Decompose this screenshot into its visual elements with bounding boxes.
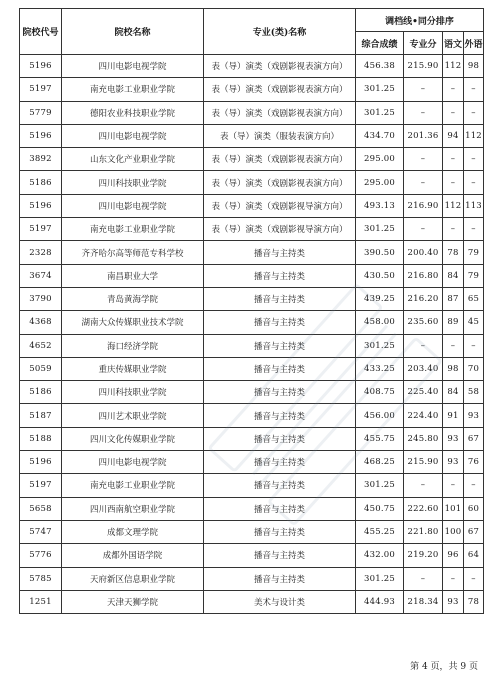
cell-chinese: 84 bbox=[443, 264, 464, 287]
cell-total: 301.25 bbox=[356, 101, 404, 124]
table-row bbox=[20, 311, 484, 334]
cell-school: 湖南大众传媒职业技术学院 bbox=[62, 311, 204, 334]
cell-school: 天府新区信息职业学院 bbox=[62, 567, 204, 590]
table-row bbox=[20, 55, 484, 78]
cell-major: 播音与主持类 bbox=[204, 544, 356, 567]
table-row bbox=[20, 171, 484, 194]
cell-school: 四川文化传媒职业学院 bbox=[62, 427, 204, 450]
cell-foreign: 67 bbox=[464, 520, 484, 543]
cell-major: 播音与主持类 bbox=[204, 311, 356, 334]
cell-school: 重庆传媒职业学院 bbox=[62, 357, 204, 380]
header-school: 院校名称 bbox=[62, 9, 204, 55]
cell-code: 2328 bbox=[20, 241, 62, 264]
cell-major: 播音与主持类 bbox=[204, 264, 356, 287]
cell-chinese: 93 bbox=[443, 427, 464, 450]
table-row bbox=[20, 357, 484, 380]
cell-total: 408.75 bbox=[356, 381, 404, 404]
header-chinese: 语文 bbox=[443, 32, 464, 55]
cell-school: 四川电影电视学院 bbox=[62, 124, 204, 147]
header-professional: 专业分 bbox=[404, 32, 443, 55]
table-row bbox=[20, 474, 484, 497]
admission-score-table bbox=[19, 8, 484, 614]
cell-major: 美术与设计类 bbox=[204, 590, 356, 613]
cell-chinese: – bbox=[443, 567, 464, 590]
table-row bbox=[20, 520, 484, 543]
cell-school: 成都文理学院 bbox=[62, 520, 204, 543]
cell-major: 播音与主持类 bbox=[204, 404, 356, 427]
cell-foreign: 65 bbox=[464, 287, 484, 310]
cell-chinese: 112 bbox=[443, 194, 464, 217]
cell-professional: 200.40 bbox=[404, 241, 443, 264]
cell-major: 播音与主持类 bbox=[204, 241, 356, 264]
cell-code: 5186 bbox=[20, 171, 62, 194]
cell-foreign: – bbox=[464, 567, 484, 590]
table-row bbox=[20, 264, 484, 287]
cell-total: 456.38 bbox=[356, 55, 404, 78]
cell-professional: 215.90 bbox=[404, 451, 443, 474]
cell-professional: – bbox=[404, 78, 443, 101]
cell-chinese: 87 bbox=[443, 287, 464, 310]
table-row bbox=[20, 194, 484, 217]
cell-code: 5196 bbox=[20, 451, 62, 474]
cell-code: 5196 bbox=[20, 55, 62, 78]
cell-school: 南昌职业大学 bbox=[62, 264, 204, 287]
cell-code: 3892 bbox=[20, 148, 62, 171]
cell-code: 5186 bbox=[20, 381, 62, 404]
table-row bbox=[20, 451, 484, 474]
cell-major: 表（导）演类（戏剧影视导演方向） bbox=[204, 194, 356, 217]
cell-code: 5776 bbox=[20, 544, 62, 567]
cell-total: 493.13 bbox=[356, 194, 404, 217]
cell-total: 458.00 bbox=[356, 311, 404, 334]
cell-chinese: 112 bbox=[443, 55, 464, 78]
table-row bbox=[20, 218, 484, 241]
table-row bbox=[20, 404, 484, 427]
cell-chinese: 98 bbox=[443, 357, 464, 380]
header-code: 院校代号 bbox=[20, 9, 62, 55]
cell-total: 295.00 bbox=[356, 171, 404, 194]
cell-total: 390.50 bbox=[356, 241, 404, 264]
cell-major: 表（导）演类（戏剧影视表演方向） bbox=[204, 171, 356, 194]
cell-major: 表（导）演类（戏剧影视导演方向） bbox=[204, 218, 356, 241]
header-major: 专业(类)名称 bbox=[204, 9, 356, 55]
cell-total: 301.25 bbox=[356, 218, 404, 241]
cell-chinese: – bbox=[443, 171, 464, 194]
cell-foreign: 98 bbox=[464, 55, 484, 78]
cell-school: 南充电影工业职业学院 bbox=[62, 218, 204, 241]
cell-chinese: – bbox=[443, 474, 464, 497]
cell-professional: 215.90 bbox=[404, 55, 443, 78]
cell-foreign: – bbox=[464, 171, 484, 194]
cell-code: 5059 bbox=[20, 357, 62, 380]
cell-chinese: 78 bbox=[443, 241, 464, 264]
cell-code: 5196 bbox=[20, 124, 62, 147]
cell-professional: 201.36 bbox=[404, 124, 443, 147]
cell-code: 5197 bbox=[20, 218, 62, 241]
table-row bbox=[20, 78, 484, 101]
cell-total: 468.25 bbox=[356, 451, 404, 474]
cell-foreign: 67 bbox=[464, 427, 484, 450]
cell-professional: 216.90 bbox=[404, 194, 443, 217]
cell-school: 四川科技职业学院 bbox=[62, 171, 204, 194]
cell-total: 430.50 bbox=[356, 264, 404, 287]
cell-code: 5197 bbox=[20, 78, 62, 101]
cell-school: 海口经济学院 bbox=[62, 334, 204, 357]
cell-total: 295.00 bbox=[356, 148, 404, 171]
cell-professional: 221.80 bbox=[404, 520, 443, 543]
cell-professional: – bbox=[404, 171, 443, 194]
cell-total: 455.25 bbox=[356, 520, 404, 543]
cell-professional: 225.40 bbox=[404, 381, 443, 404]
table-row bbox=[20, 124, 484, 147]
cell-code: 5785 bbox=[20, 567, 62, 590]
cell-foreign: – bbox=[464, 78, 484, 101]
cell-major: 播音与主持类 bbox=[204, 381, 356, 404]
cell-professional: 216.80 bbox=[404, 264, 443, 287]
cell-major: 表（导）演类（戏剧影视表演方向） bbox=[204, 78, 356, 101]
cell-chinese: 101 bbox=[443, 497, 464, 520]
cell-total: 432.00 bbox=[356, 544, 404, 567]
cell-foreign: 79 bbox=[464, 241, 484, 264]
cell-total: 439.25 bbox=[356, 287, 404, 310]
cell-foreign: – bbox=[464, 148, 484, 171]
table-row bbox=[20, 381, 484, 404]
cell-school: 南充电影工业职业学院 bbox=[62, 78, 204, 101]
cell-school: 四川电影电视学院 bbox=[62, 194, 204, 217]
table-row bbox=[20, 590, 484, 613]
cell-total: 433.25 bbox=[356, 357, 404, 380]
cell-professional: – bbox=[404, 101, 443, 124]
cell-total: 301.25 bbox=[356, 474, 404, 497]
cell-chinese: 93 bbox=[443, 590, 464, 613]
cell-major: 播音与主持类 bbox=[204, 334, 356, 357]
cell-foreign: 64 bbox=[464, 544, 484, 567]
cell-professional: 245.80 bbox=[404, 427, 443, 450]
cell-code: 5658 bbox=[20, 497, 62, 520]
cell-foreign: 70 bbox=[464, 357, 484, 380]
cell-total: 301.25 bbox=[356, 567, 404, 590]
cell-chinese: – bbox=[443, 101, 464, 124]
cell-professional: 216.20 bbox=[404, 287, 443, 310]
cell-total: 456.00 bbox=[356, 404, 404, 427]
cell-school: 四川科技职业学院 bbox=[62, 381, 204, 404]
cell-code: 5197 bbox=[20, 474, 62, 497]
cell-school: 南充电影工业职业学院 bbox=[62, 474, 204, 497]
table-row bbox=[20, 427, 484, 450]
cell-chinese: 94 bbox=[443, 124, 464, 147]
table-row bbox=[20, 544, 484, 567]
cell-professional: 235.60 bbox=[404, 311, 443, 334]
cell-chinese: 93 bbox=[443, 451, 464, 474]
cell-foreign: 76 bbox=[464, 451, 484, 474]
cell-total: 301.25 bbox=[356, 334, 404, 357]
cell-major: 播音与主持类 bbox=[204, 427, 356, 450]
cell-professional: 218.34 bbox=[404, 590, 443, 613]
cell-professional: – bbox=[404, 567, 443, 590]
table-row bbox=[20, 567, 484, 590]
cell-major: 表（导）演类（服装表演方向） bbox=[204, 124, 356, 147]
cell-school: 天津天狮学院 bbox=[62, 590, 204, 613]
cell-total: 450.75 bbox=[356, 497, 404, 520]
cell-major: 播音与主持类 bbox=[204, 287, 356, 310]
cell-code: 4652 bbox=[20, 334, 62, 357]
cell-major: 表（导）演类（戏剧影视表演方向） bbox=[204, 101, 356, 124]
cell-foreign: 60 bbox=[464, 497, 484, 520]
cell-major: 表（导）演类（戏剧影视表演方向） bbox=[204, 55, 356, 78]
cell-code: 5747 bbox=[20, 520, 62, 543]
page-number: 第 4 页，共 9 页 bbox=[410, 662, 478, 672]
cell-school: 山东文化产业职业学院 bbox=[62, 148, 204, 171]
cell-foreign: – bbox=[464, 101, 484, 124]
cell-school: 四川艺术职业学院 bbox=[62, 404, 204, 427]
cell-foreign: – bbox=[464, 218, 484, 241]
cell-school: 成都外国语学院 bbox=[62, 544, 204, 567]
cell-code: 4368 bbox=[20, 311, 62, 334]
cell-foreign: 78 bbox=[464, 590, 484, 613]
cell-major: 播音与主持类 bbox=[204, 497, 356, 520]
cell-chinese: – bbox=[443, 334, 464, 357]
cell-code: 1251 bbox=[20, 590, 62, 613]
cell-total: 434.70 bbox=[356, 124, 404, 147]
cell-chinese: 91 bbox=[443, 404, 464, 427]
cell-chinese: 84 bbox=[443, 381, 464, 404]
cell-major: 播音与主持类 bbox=[204, 451, 356, 474]
cell-professional: 219.20 bbox=[404, 544, 443, 567]
cell-foreign: 45 bbox=[464, 311, 484, 334]
cell-code: 5187 bbox=[20, 404, 62, 427]
cell-chinese: 96 bbox=[443, 544, 464, 567]
cell-total: 455.75 bbox=[356, 427, 404, 450]
cell-chinese: – bbox=[443, 148, 464, 171]
table-row bbox=[20, 287, 484, 310]
cell-major: 播音与主持类 bbox=[204, 567, 356, 590]
cell-chinese: 100 bbox=[443, 520, 464, 543]
cell-foreign: – bbox=[464, 474, 484, 497]
table-header-row-1 bbox=[20, 9, 484, 32]
cell-code: 5196 bbox=[20, 194, 62, 217]
header-foreign: 外语 bbox=[464, 32, 484, 55]
cell-foreign: – bbox=[464, 334, 484, 357]
cell-chinese: – bbox=[443, 78, 464, 101]
cell-code: 5188 bbox=[20, 427, 62, 450]
cell-chinese: 89 bbox=[443, 311, 464, 334]
cell-foreign: 113 bbox=[464, 194, 484, 217]
cell-school: 齐齐哈尔高等师范专科学校 bbox=[62, 241, 204, 264]
cell-school: 青岛黄海学院 bbox=[62, 287, 204, 310]
cell-code: 5779 bbox=[20, 101, 62, 124]
cell-foreign: 112 bbox=[464, 124, 484, 147]
cell-school: 四川电影电视学院 bbox=[62, 451, 204, 474]
cell-major: 播音与主持类 bbox=[204, 520, 356, 543]
cell-professional: – bbox=[404, 148, 443, 171]
table-row bbox=[20, 241, 484, 264]
cell-professional: 224.40 bbox=[404, 404, 443, 427]
cell-code: 3790 bbox=[20, 287, 62, 310]
cell-professional: 203.40 bbox=[404, 357, 443, 380]
cell-school: 德阳农业科技职业学院 bbox=[62, 101, 204, 124]
cell-professional: – bbox=[404, 334, 443, 357]
cell-foreign: 79 bbox=[464, 264, 484, 287]
header-group: 调档线•同分排序 bbox=[356, 9, 484, 32]
cell-school: 四川西南航空职业学院 bbox=[62, 497, 204, 520]
cell-total: 301.25 bbox=[356, 78, 404, 101]
cell-total: 444.93 bbox=[356, 590, 404, 613]
table-row bbox=[20, 497, 484, 520]
cell-professional: 222.60 bbox=[404, 497, 443, 520]
header-total: 综合成绩 bbox=[356, 32, 404, 55]
cell-professional: – bbox=[404, 218, 443, 241]
table-row bbox=[20, 101, 484, 124]
table-row bbox=[20, 148, 484, 171]
cell-foreign: 93 bbox=[464, 404, 484, 427]
cell-chinese: – bbox=[443, 218, 464, 241]
cell-code: 3674 bbox=[20, 264, 62, 287]
cell-major: 播音与主持类 bbox=[204, 357, 356, 380]
table-row bbox=[20, 334, 484, 357]
cell-major: 播音与主持类 bbox=[204, 474, 356, 497]
table-body bbox=[20, 55, 484, 614]
cell-school: 四川电影电视学院 bbox=[62, 55, 204, 78]
cell-foreign: 58 bbox=[464, 381, 484, 404]
cell-professional: – bbox=[404, 474, 443, 497]
cell-major: 表（导）演类（戏剧影视表演方向） bbox=[204, 148, 356, 171]
